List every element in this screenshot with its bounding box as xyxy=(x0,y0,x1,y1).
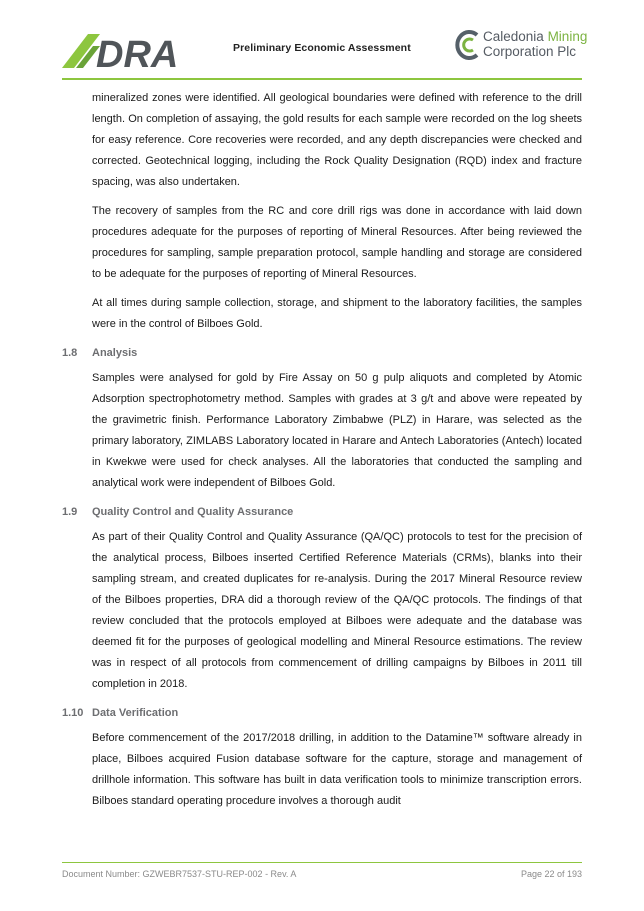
page-number: Page 22 of 193 xyxy=(520,869,582,879)
paragraph: mineralized zones were identified. All geological boundaries were defined with reference to the drill length. On completion of assaying, the gold results for each sample were recorded on the log sheets for easy reference. Core recoveries were recorded, and any depth discrepancies were checked and corrected. Geotechnical logging, including the Rock Quality Designation (RQD) index and fracture spacing, was also undertaken. xyxy=(92,92,582,188)
paragraph: The recovery of samples from the RC and core drill rigs was done in accordance with laid down procedures adequate for the purposes of reporting of Mineral Resources. After being reviewed the procedures for sampling, sample preparation protocol, sample handling and storage are considered to be adequate for the purposes of reporting of Mineral Resources. xyxy=(92,205,582,280)
header-divider xyxy=(62,78,582,80)
page-header xyxy=(0,0,644,80)
section-number: 1.8 xyxy=(62,347,78,359)
dra-logo xyxy=(62,30,197,70)
section-number: 1.9 xyxy=(62,506,78,518)
section-number: 1.10 xyxy=(62,707,84,719)
paragraph: As part of their Quality Control and Quality Assurance (QA/QC) protocols to test for the precision of the analytical process, Bilboes inserted Certified Reference Materials (CRMs), blanks into their sampling stream, and created duplicates for re-analysis. During the 2017 Mineral Resource review of the Bilboes properties, DRA did a thorough review of the QA/QC protocols. The findings of that review concluded that the protocols employed at Bilboes were adequate and the database was deemed fit for the purposes of geological modelling and Mineral Resource estimations. The review was in respect of all protocols from commencement of drilling campaigns by Bilboes in 2011 till completion in 2018. xyxy=(92,531,582,690)
section-title: Data Verification xyxy=(92,707,179,719)
section-heading-data-verification xyxy=(62,705,582,721)
paragraph: Samples were analysed for gold by Fire Assay on 50 g pulp aliquots and completed by Atomic Adsorption spectrophotometry method. Samples with grades at 3 g/t and above were repeated by the gravimetric finish. Performance Laboratory Zimbabwe (PLZ) in Harare, was selected as the primary laboratory, ZIMLABS Laboratory located in Harare and Antech Laboratories (Antech) located in Kwekwe were used for check analyses. All the laboratories that conducted the sampling and analytical work were independent of Bilboes Gold. xyxy=(92,372,582,489)
document-number: Document Number: GZWEBR7537-STU-REP-002 - Rev. A xyxy=(62,869,297,879)
header-title: Preliminary Economic Assessment xyxy=(233,42,411,54)
company-name-accent: Mining xyxy=(547,29,588,44)
caledonia-logo xyxy=(455,27,595,67)
section-title: Quality Control and Quality Assurance xyxy=(92,506,294,518)
caledonia-emblem-icon xyxy=(455,28,481,62)
section-heading-qaqc xyxy=(62,504,582,520)
section-title: Analysis xyxy=(92,347,138,359)
section-heading-analysis xyxy=(62,345,582,361)
paragraph: At all times during sample collection, storage, and shipment to the laboratory facilities, the samples were in the control of Bilboes Gold. xyxy=(92,297,582,330)
footer-divider xyxy=(62,862,582,863)
company-subtitle: Corporation Plc xyxy=(483,44,577,59)
company-name: Caledonia xyxy=(483,29,544,44)
paragraph: Before commencement of the 2017/2018 drilling, in addition to the Datamine™ software already in place, Bilboes acquired Fusion database software for the capture, storage and management of drillhole information. This software has built in data verification tools to minimize transcription errors. Bilboes standard operating procedure involves a thorough audit xyxy=(92,732,582,807)
document-body xyxy=(62,88,582,820)
dra-logo-text: DRA xyxy=(96,34,179,70)
